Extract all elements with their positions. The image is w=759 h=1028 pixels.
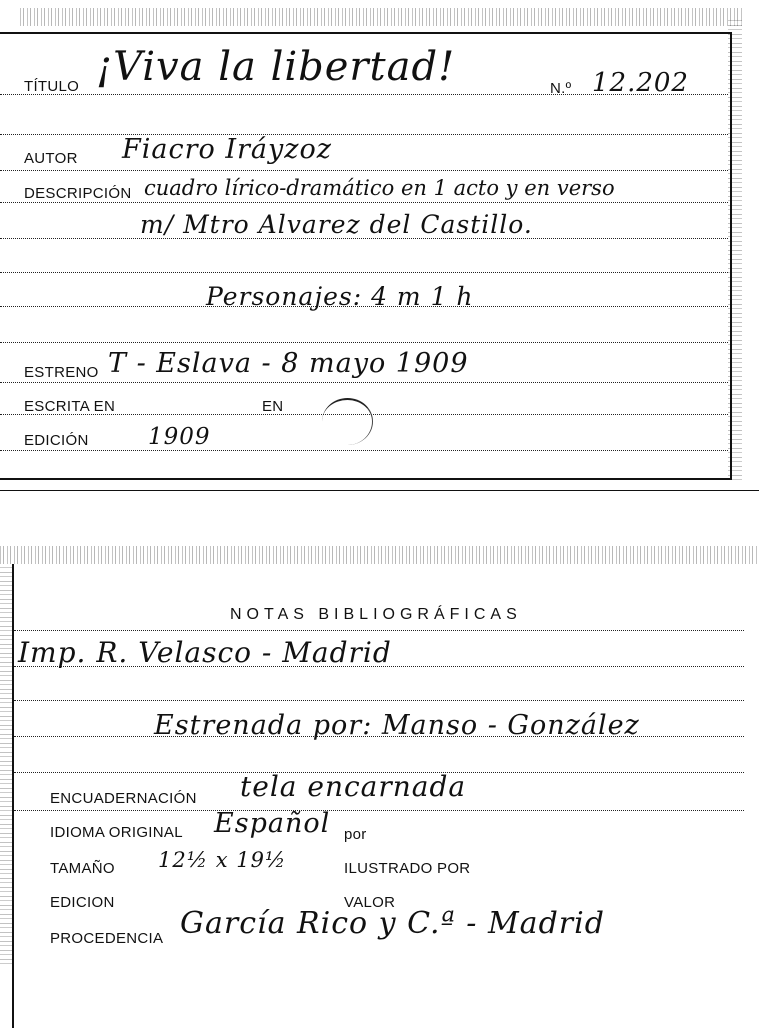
descripcion-line1: cuadro lírico-dramático en 1 acto y en verso bbox=[144, 176, 615, 200]
rule bbox=[0, 450, 728, 451]
procedencia-label: PROCEDENCIA bbox=[50, 930, 164, 947]
page-separator bbox=[0, 490, 759, 491]
rule bbox=[0, 342, 728, 343]
tamano-value: 12½ x 19½ bbox=[158, 848, 287, 872]
nota-estrenada: Estrenada por: Manso - González bbox=[154, 710, 640, 741]
descripcion-label: DESCRIPCIÓN bbox=[24, 185, 132, 202]
personajes-note: Personajes: 4 m 1 h bbox=[206, 282, 474, 311]
tamano-label: TAMAÑO bbox=[50, 860, 115, 877]
rule bbox=[14, 700, 744, 701]
card-right-border bbox=[730, 32, 732, 478]
nota-imprenta: Imp. R. Velasco - Madrid bbox=[18, 636, 392, 669]
notas-heading: NOTAS BIBLIOGRÁFICAS bbox=[230, 606, 522, 623]
estreno-label: ESTRENO bbox=[24, 364, 99, 381]
procedencia-value: García Rico y C.ª - Madrid bbox=[180, 906, 605, 941]
card-bottom-border bbox=[0, 478, 732, 480]
rule bbox=[0, 382, 728, 383]
numero-value: 12.202 bbox=[592, 68, 689, 98]
encuadernacion-value: tela encarnada bbox=[240, 770, 467, 803]
titulo-label: TÍTULO bbox=[24, 78, 80, 95]
card-left-border bbox=[12, 564, 14, 1028]
card-top-edge bbox=[20, 8, 744, 26]
estreno-value: T - Eslava - 8 mayo 1909 bbox=[108, 348, 469, 379]
idioma-label: IDIOMA ORIGINAL bbox=[50, 824, 183, 841]
por-label: por bbox=[344, 826, 367, 843]
en-label: EN bbox=[262, 398, 284, 415]
rule bbox=[0, 170, 728, 171]
idioma-value: Español bbox=[214, 808, 331, 839]
valor-label: VALOR bbox=[344, 894, 396, 911]
rule bbox=[0, 134, 728, 135]
descripcion-line2: m/ Mtro Alvarez del Castillo. bbox=[140, 210, 533, 239]
edicion-label: EDICIÓN bbox=[24, 432, 89, 449]
autor-label: AUTOR bbox=[24, 150, 78, 167]
numero-label: N.º bbox=[550, 80, 572, 97]
ilustrado-label: ILUSTRADO POR bbox=[344, 860, 471, 877]
encuadernacion-label: ENCUADERNACIÓN bbox=[50, 790, 197, 807]
ink-smudge bbox=[322, 398, 373, 445]
catalog-card-bottom bbox=[0, 534, 759, 1028]
edicion2-label: EDICION bbox=[50, 894, 115, 911]
rule bbox=[14, 630, 744, 631]
titulo-value: ¡Viva la libertad! bbox=[96, 44, 456, 90]
rule bbox=[0, 272, 728, 273]
card-top-edge bbox=[0, 546, 759, 564]
rule bbox=[0, 202, 728, 203]
escrita-en-label: ESCRITA EN bbox=[24, 398, 116, 415]
catalog-card-top bbox=[0, 0, 744, 490]
autor-value: Fiacro Iráyzoz bbox=[122, 134, 332, 165]
edicion-value: 1909 bbox=[148, 424, 211, 450]
card-top-border bbox=[0, 32, 732, 34]
rule bbox=[14, 810, 744, 811]
